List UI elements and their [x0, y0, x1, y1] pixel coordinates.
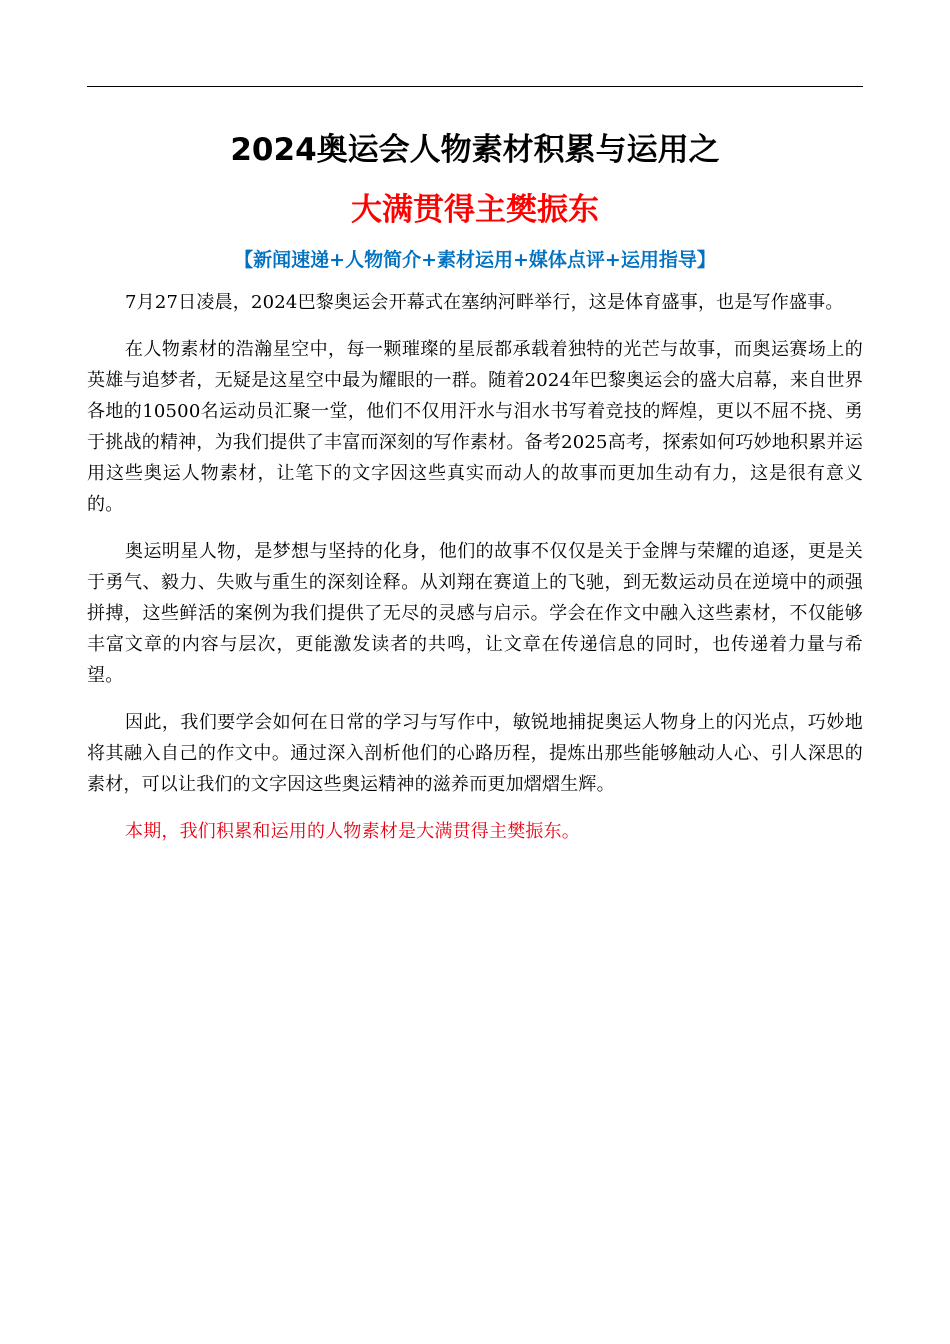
- page-subtitle: 大满贯得主樊振东: [351, 192, 599, 228]
- paragraph-method: 因此，我们要学会如何在日常的学习与写作中，敏锐地捕捉奥运人物身上的闪光点，巧妙地将其融入自己的作文中。通过深入剖析他们的心路历程，提炼出那些能够触动人心、引人深思的素材，可以让我们的文字因这些奥运精神的滋养而更加熠熠生辉。: [87, 712, 863, 795]
- paragraph-intro: 7月27日凌晨，2024巴黎奥运会开幕式在塞纳河畔举行，这是体育盛事，也是写作盛事。: [125, 292, 844, 313]
- paragraph-this-issue: 本期，我们积累和运用的人物素材是大满贯得主樊振东。: [125, 821, 580, 842]
- section-tagline: 【新闻速递+人物简介+素材运用+媒体点评+运用指导】: [234, 249, 716, 271]
- header-rule: [87, 86, 863, 87]
- document-body: [87, 287, 863, 863]
- page-title: 2024奥运会人物素材积累与运用之: [230, 132, 720, 168]
- paragraph-olympic-stars: 奥运明星人物，是梦想与坚持的化身，他们的故事不仅仅是关于金牌与荣耀的追逐，更是关于勇气、毅力、失败与重生的深刻诠释。从刘翔在赛道上的飞驰，到无数运动员在逆境中的顽强拼搏，这些鲜活的案例为我们提供了无尽的灵感与启示。学会在作文中融入这些素材，不仅能够丰富文章的内容与层次，更能激发读者的共鸣，让文章在传递信息的同时，也传递着力量与希望。: [87, 541, 863, 686]
- paragraph-background: 在人物素材的浩瀚星空中，每一颗璀璨的星辰都承载着独特的光芒与故事，而奥运赛场上的英雄与追梦者，无疑是这星空中最为耀眼的一群。随着2024年巴黎奥运会的盛大启幕，来自世界各地的10500名运动员汇聚一堂，他们不仅用汗水与泪水书写着竞技的辉煌，更以不屈不挠、勇于挑战的精神，为我们提供了丰富而深刻的写作素材。备考2025高考，探索如何巧妙地积累并运用这些奥运人物素材，让笔下的文字因这些真实而动人的故事而更加生动有力，这是很有意义的。: [87, 339, 863, 515]
